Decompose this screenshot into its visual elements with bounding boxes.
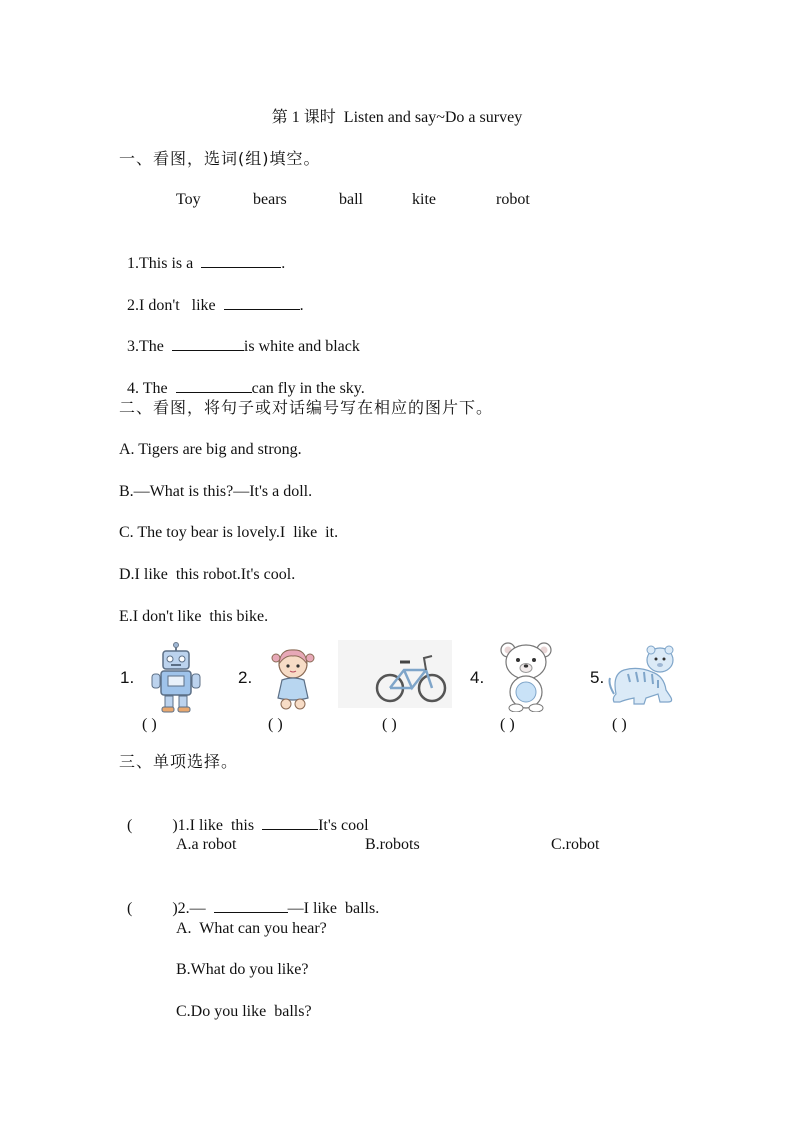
option-b[interactable]: B.What do you like? — [176, 961, 309, 978]
word-bank-item: Toy — [176, 191, 201, 208]
answer-blank[interactable] — [176, 377, 252, 393]
word-bank-item: kite — [412, 191, 436, 208]
section2-heading: 二、看图，将句子或对话编号写在相应的图片下。 — [119, 398, 494, 417]
choice-question-1: ( )1.I like this It's cool — [119, 794, 369, 836]
answer-blank[interactable] — [201, 252, 281, 268]
answer-parentheses[interactable]: ( ) — [612, 716, 627, 733]
answer-blank[interactable] — [262, 814, 318, 830]
word-bank-item: ball — [339, 191, 363, 208]
option-a[interactable]: A.a robot — [176, 836, 237, 853]
section3-heading: 三、单项选择。 — [119, 752, 239, 771]
word-bank-item: robot — [496, 191, 530, 208]
answer-blank[interactable] — [172, 335, 244, 351]
page-title: 第 1 课时 Listen and say~Do a survey — [271, 109, 523, 126]
section1-heading: 一、看图，选词(组)填空。 — [119, 149, 321, 168]
answer-parentheses[interactable]: ( ) — [500, 716, 515, 733]
bike-icon — [338, 640, 452, 708]
robot-icon — [150, 642, 202, 714]
doll-icon — [268, 646, 318, 712]
picture-number: 2. — [238, 668, 253, 687]
answer-blank[interactable] — [224, 294, 300, 310]
option-b[interactable]: B.robots — [365, 836, 420, 853]
sentence-a: A. Tigers are big and strong. — [119, 441, 302, 458]
fill-blank-item-1: 1.This is a . — [119, 232, 285, 274]
answer-parentheses[interactable]: ( ) — [127, 817, 178, 834]
sentence-e: E.I don't like this bike. — [119, 608, 269, 625]
option-c[interactable]: C.Do you like balls? — [176, 1003, 312, 1020]
fill-blank-item-4: 4. The can fly in the sky. — [119, 357, 365, 399]
picture-row — [118, 640, 678, 740]
picture-number: 5. — [590, 668, 605, 687]
answer-parentheses[interactable]: ( ) — [127, 900, 178, 917]
answer-blank[interactable] — [214, 897, 288, 913]
fill-blank-item-3: 3.The is white and black — [119, 315, 360, 357]
sentence-b: B.—What is this?—It's a doll. — [119, 483, 313, 500]
choice-question-2: ( )2.— —I like balls. — [119, 877, 379, 919]
picture-number: 1. — [120, 668, 135, 687]
teddy-bear-icon — [498, 640, 554, 712]
answer-parentheses[interactable]: ( ) — [142, 716, 157, 733]
fill-blank-item-2: 2.I don't like . — [119, 274, 304, 316]
option-a[interactable]: A. What can you hear? — [176, 920, 327, 937]
tiger-icon — [608, 644, 678, 708]
sentence-d: D.I like this robot.It's cool. — [119, 566, 296, 583]
answer-parentheses[interactable]: ( ) — [268, 716, 283, 733]
word-bank-item: bears — [253, 191, 287, 208]
option-c[interactable]: C.robot — [551, 836, 600, 853]
answer-parentheses[interactable]: ( ) — [382, 716, 397, 733]
picture-number: 4. — [470, 668, 485, 687]
sentence-c: C. The toy bear is lovely.I like it. — [119, 524, 339, 541]
